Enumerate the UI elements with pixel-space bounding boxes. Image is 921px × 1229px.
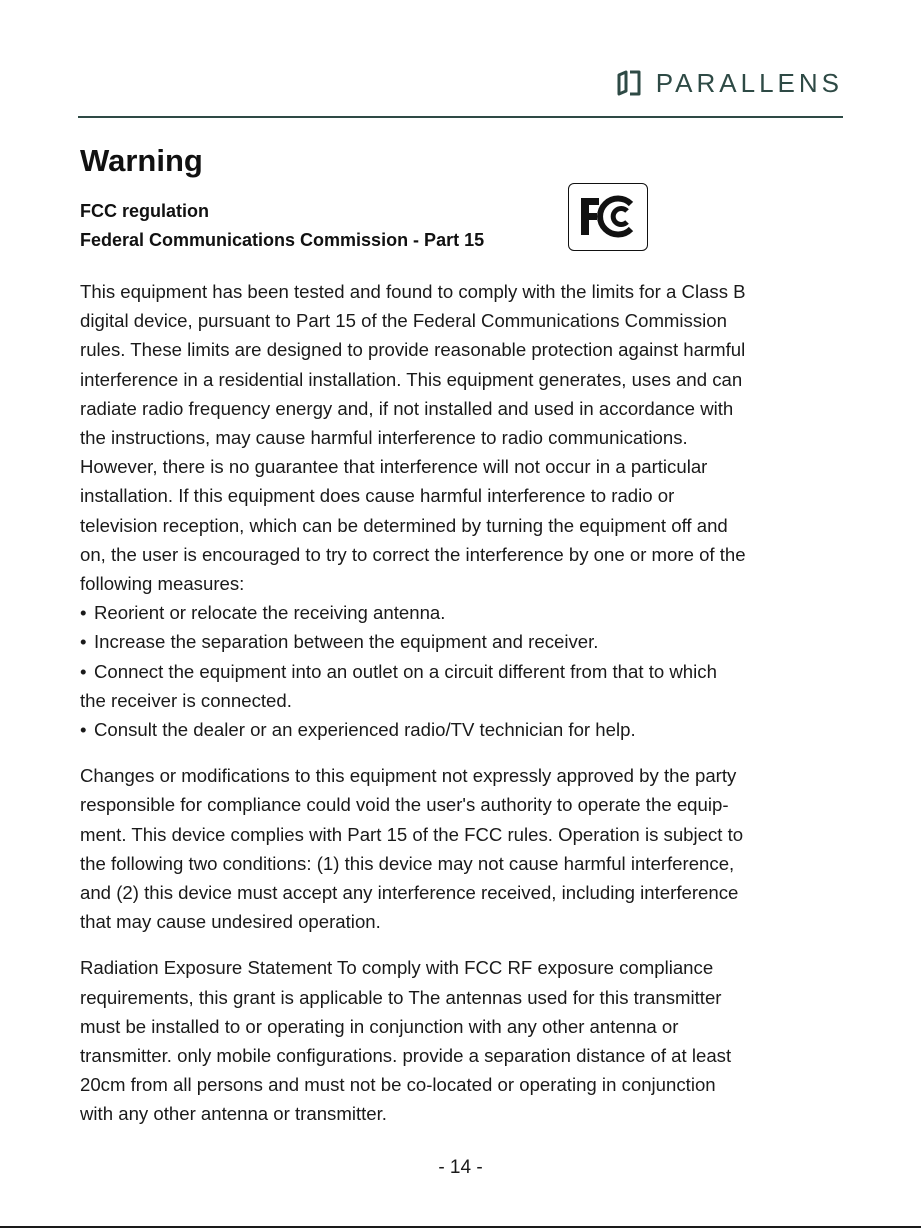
text-line: ment. This device complies with Part 15 of the FCC rules. Operation is subject to	[80, 823, 744, 845]
text-line: following measures:	[80, 573, 245, 595]
text-line: on, the user is encouraged to try to correct the interference by one or more of the	[80, 543, 746, 565]
regulation-subtitle-1: FCC regulation	[80, 201, 209, 221]
brand-name: PARALLENS	[655, 68, 843, 98]
regulation-subtitle-2: Federal Communications Commission - Part 15	[80, 230, 485, 250]
text-line: installation. If this equipment does cause harmful interference to radio or	[80, 485, 675, 507]
page-number: - 14 -	[438, 1157, 483, 1178]
bullet-item	[80, 715, 840, 744]
text-line: rules. These limits are designed to provide reasonable protection against harmful	[80, 339, 746, 361]
text-line: interference in a residential installation. This equipment generates, uses and can	[80, 368, 743, 390]
text-line: and (2) this device must accept any interference received, including interference	[80, 882, 739, 904]
bullet-item	[80, 657, 840, 686]
bullet-icon: •	[80, 719, 87, 741]
bullet-icon: •	[80, 660, 87, 682]
text-line: requirements, this grant is applicable to The antennas used for this transmitter	[80, 986, 722, 1008]
parallens-logo-icon	[616, 70, 642, 96]
document-body	[80, 140, 840, 1129]
bullet-text: Reorient or relocate the receiving antenna.	[94, 602, 446, 624]
text-line: digital device, pursuant to Part 15 of the Federal Communications Commission	[80, 310, 727, 332]
brand-logo	[616, 70, 843, 96]
text-line: television reception, which can be determined by turning the equipment off and	[80, 514, 728, 536]
text-line: Changes or modifications to this equipment not expressly approved by the party	[80, 765, 737, 787]
page-header	[0, 0, 921, 118]
bullet-icon: •	[80, 602, 87, 624]
radiation-exposure-paragraph	[80, 953, 840, 1128]
page-title: Warning	[80, 143, 203, 178]
text-line: that may cause undesired operation.	[80, 911, 381, 933]
text-line: 20cm from all persons and must not be co-located or operating in conjunction	[80, 1074, 716, 1096]
bottom-divider	[0, 1226, 921, 1228]
text-line: However, there is no guarantee that interference will not occur in a particular	[80, 456, 708, 478]
bullet-text: Increase the separation between the equipment and receiver.	[94, 631, 599, 653]
text-line: radiate radio frequency energy and, if not installed and used in accordance with	[80, 397, 734, 419]
text-line: Radiation Exposure Statement To comply with FCC RF exposure compliance	[80, 957, 714, 979]
bullet-item	[80, 598, 840, 627]
fcc-logo-icon	[568, 183, 648, 251]
compliance-paragraph	[80, 277, 840, 744]
bullet-icon: •	[80, 631, 87, 653]
bullet-continuation: the receiver is connected.	[80, 689, 292, 711]
text-line: the instructions, may cause harmful interference to radio communications.	[80, 427, 688, 449]
text-line: must be installed to or operating in conjunction with any other antenna or	[80, 1015, 679, 1037]
modifications-paragraph	[80, 761, 840, 936]
text-line: with any other antenna or transmitter.	[80, 1103, 387, 1125]
text-line: This equipment has been tested and found to comply with the limits for a Class B	[80, 281, 746, 302]
text-line: responsible for compliance could void the user's authority to operate the equip-	[80, 794, 729, 816]
text-line: the following two conditions: (1) this device may not cause harmful interference,	[80, 852, 735, 874]
header-divider	[78, 116, 843, 118]
regulation-heading	[80, 197, 840, 261]
text-line: transmitter. only mobile configurations. provide a separation distance of at least	[80, 1045, 732, 1067]
bullet-text: Connect the equipment into an outlet on a circuit different from that to which	[94, 660, 717, 682]
bullet-text: Consult the dealer or an experienced radio/TV technician for help.	[94, 719, 636, 741]
bullet-item	[80, 627, 840, 656]
